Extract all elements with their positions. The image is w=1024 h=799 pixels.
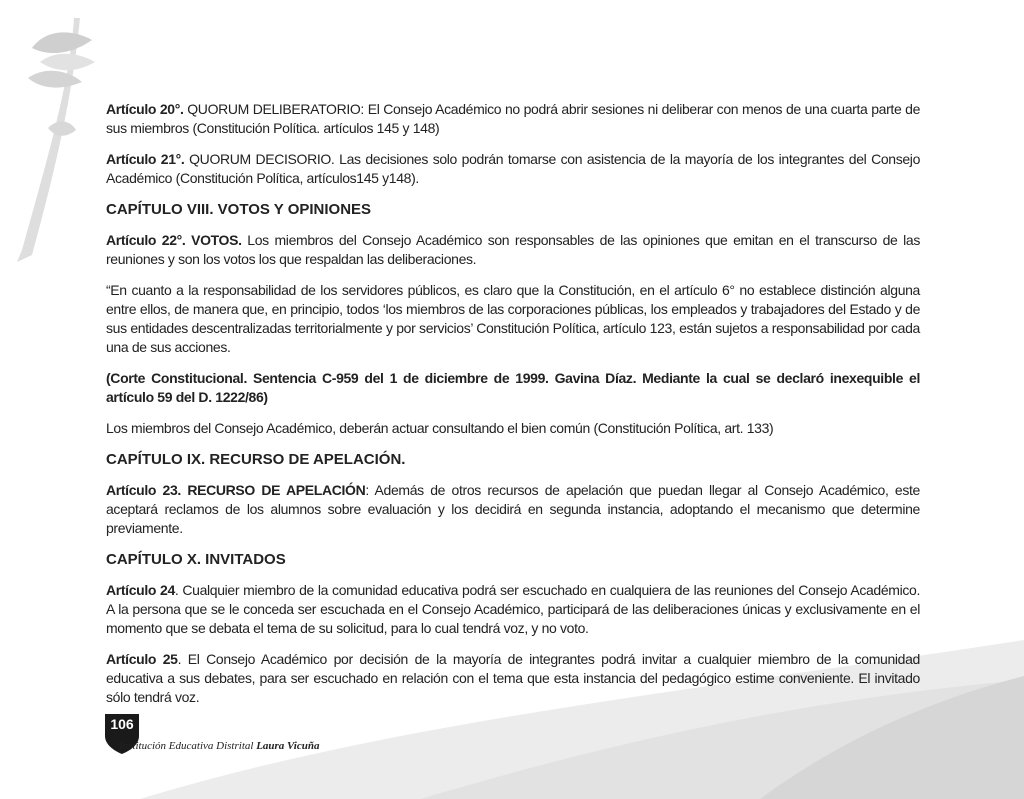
institution-label: Institución Educativa Distrital [119,740,257,752]
article-text: “En cuanto a la responsabilidad de los servidores públicos, es claro que la Constitución, en el artículo 6° no establece distinción alguna entre ellos, de manera que, en principio, todos ‘los miembros de las corporaciones públicas, los empleados y trabajadores del Estado y de sus entidades descentralizadas territorialmente y por servicios’ Constitución Política, artículo 123, están sujetos a responsabilidad por cada una de sus acciones. [106,282,920,355]
article-paragraph [106,231,920,269]
page-footer [105,714,405,764]
article-title: Artículo 20°. [106,101,184,117]
leaf-shape [40,54,95,71]
article-text: : Además de otros recursos de apelación que puedan llegar al Consejo Académico, este aceptará reclamos de los alumnos sobre evaluación y los decidirá en segunda instancia, adoptando el mecanismo que determine previamente. [106,482,920,536]
article-paragraph [106,281,920,357]
page-number: 106 [110,716,134,732]
article-paragraph [106,150,920,188]
article-paragraph [106,369,920,407]
article-text: . El Consejo Académico por decisión de la mayoría de integrantes podrá invitar a cualquier miembro de la comunidad educativa a sus debates, para ser escuchado en relación con el tema que esta instancia del pedagógico estime conveniente. El invitado sólo tendrá voz. [106,651,920,705]
article-title: Artículo 21°. [106,151,185,167]
article-title: Artículo 25 [106,651,178,667]
leaf-shape [32,32,92,53]
article-title: (Corte Constitucional. Sentencia C-959 del 1 de diciembre de 1999. Gavina Díaz. Mediante la cual se declaró inexequible el artículo 59 del D. 1222/86) [106,370,920,405]
chapter-heading: CAPÍTULO VIII. VOTOS Y OPINIONES [106,201,372,218]
article-title: Artículo 24 [106,582,175,598]
article-text: Los miembros del Consejo Académico, deberán actuar consultando el bien común (Constitución Política, art. 133) [106,420,774,436]
article-text: . Cualquier miembro de la comunidad educativa podrá ser escuchado en cualquiera de las reuniones del Consejo Académico. A la persona que se le conceda ser escuchada en el Consejo Académico, participará de las deliberaciones únicas y exclusivamente en el momento que se debata el tema de su solicitud, para lo cual tendrá voz, y no voto. [106,582,920,636]
article-paragraph [106,481,920,538]
article-paragraph [106,419,920,438]
chapter-heading: CAPÍTULO X. INVITADOS [106,551,286,568]
document-body [106,100,920,719]
article-title: Artículo 22°. VOTOS. [106,232,242,248]
institution-name: Laura Vicuña [256,740,320,752]
article-title: Artículo 23. RECURSO DE APELACIÓN [106,482,366,498]
leaf-shape [48,121,76,135]
article-text: QUORUM DELIBERATORIO: El Consejo Académico no podrá abrir sesiones ni deliberar con menos de una cuarta parte de sus miembros (Constitución Política. artículos 145 y 148) [106,101,921,136]
chapter-heading: CAPÍTULO IX. RECURSO DE APELACIÓN. [106,451,406,468]
article-paragraph [106,100,920,138]
leaf-shape [28,71,82,88]
article-text: QUORUM DECISORIO. Las decisiones solo podrán tomarse con asistencia de la mayoría de los integrantes del Consejo Académico (Constitución Política, artículos145 y148). [106,151,921,186]
footer-institution [119,740,319,752]
article-text: Los miembros del Consejo Académico son responsables de las opiniones que emitan en el transcurso de las reuniones y son los votos los que respaldan las deliberaciones. [106,232,921,267]
article-paragraph [106,581,920,638]
article-paragraph [106,650,920,707]
